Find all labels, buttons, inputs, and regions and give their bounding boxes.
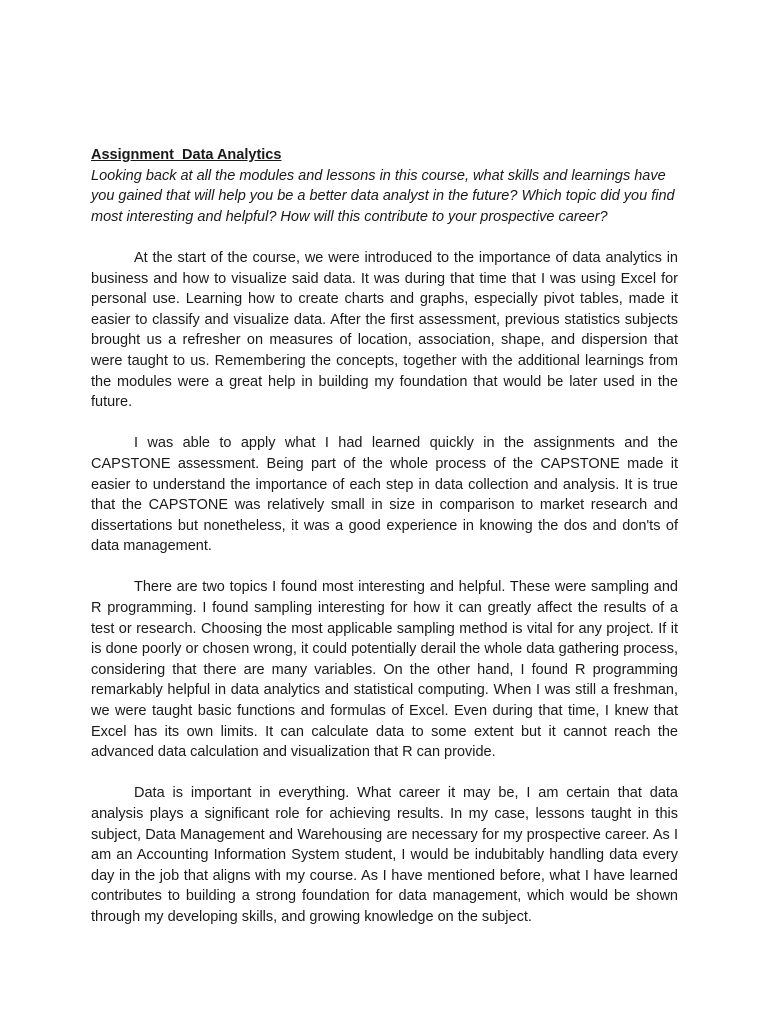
- paragraph-3: There are two topics I found most interesting and helpful. These were sampling and R programming. I found sampling interesting for how it can greatly affect the results of a test or research. Choosing the most applicable sampling method is vital for any project. If it is done poorly or chosen wrong, it could potentially derail the whole data gathering process, considering that there are many variables. On the other hand, I found R programming remarkably helpful in data analytics and statistical computing. When I was still a freshman, we were taught basic functions and formulas of Excel. Even during that time, I knew that Excel has its own limits. It can calculate data to some extent but it cannot reach the advanced data calculation and visualization that R can provide.: [91, 579, 678, 761]
- assignment-prompt: Looking back at all the modules and lessons in this course, what skills and learnings have you gained that will help you be a better data analyst in the future? Which topic did you find most interesting and helpful? How will this contribute to your prospective career?: [91, 167, 675, 225]
- assignment-title: Assignment Data Analytics: [91, 147, 282, 163]
- paragraph-1: At the start of the course, we were introduced to the importance of data analytics in business and how to visualize said data. It was during that time that I was using Excel for personal use. Learning how to create charts and graphs, especially pivot tables, made it easier to classify and visualize data. After the first assessment, previous statistics subjects brought us a refresher on measures of location, association, shape, and dispersion that were taught to us. Remembering the concepts, together with the additional learnings from the modules were a great help in building my foundation that would be later used in the future.: [91, 249, 678, 411]
- paragraph-2: I was able to apply what I had learned quickly in the assignments and the CAPSTONE assessment. Being part of the whole process of the CAPSTONE made it easier to understand the importance of each step in data collection and analysis. It is true that the CAPSTONE was relatively small in size in comparison to market research and dissertations but nonetheless, it was a good experience in knowing the dos and don'ts of data management.: [91, 435, 678, 555]
- paragraph-4: Data is important in everything. What career it may be, I am certain that data analysis plays a significant role for achieving results. In my case, lessons taught in this subject, Data Management and Warehousing are necessary for my prospective career. As I am an Accounting Information System student, I would be indubitably handling data every day in the job that aligns with my course. As I have mentioned before, what I have learned contributes to building a strong foundation for data management, which would be shown through my developing skills, and growing knowledge on the subject.: [91, 785, 678, 925]
- document-page: [91, 145, 678, 928]
